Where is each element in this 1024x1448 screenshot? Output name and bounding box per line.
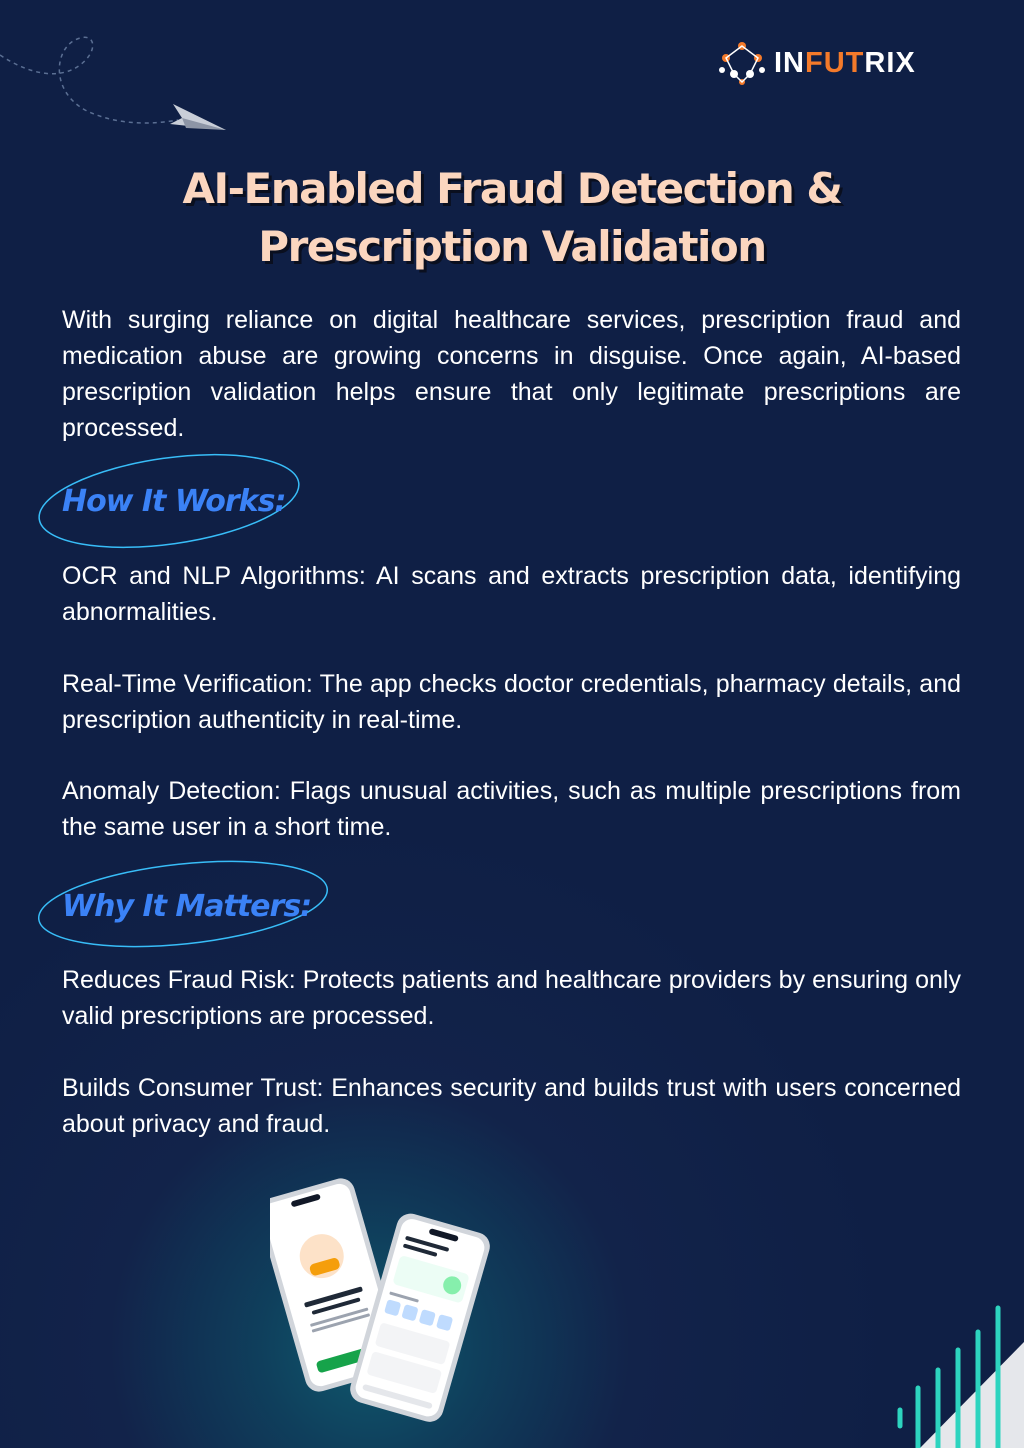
list-item: Builds Consumer Trust: Enhances security and builds trust with users concerned about privacy and fraud. — [62, 1074, 961, 1138]
why-it-matters-heading: Why It Matters: — [62, 889, 312, 924]
bar-graph-icon — [890, 1300, 1024, 1448]
paper-plane-icon — [0, 0, 240, 150]
list-item: Real-Time Verification: The app checks doctor credentials, pharmacy details, and prescription authenticity in real-time. — [62, 670, 961, 734]
page-title: AI-Enabled Fraud Detection & Prescription Validation — [182, 164, 842, 271]
logo-mark-icon — [718, 40, 766, 86]
how-it-works-heading: How It Works: — [62, 484, 286, 519]
list-item: Reduces Fraud Risk: Protects patients and healthcare providers by ensuring only valid prescriptions are processed. — [62, 966, 961, 1030]
list-item: OCR and NLP Algorithms: AI scans and extracts prescription data, identifying abnormalities. — [62, 562, 961, 626]
phone-mockup-icon — [270, 1175, 490, 1435]
brand-name: INFUTRIX — [774, 47, 916, 79]
list-item: Anomaly Detection: Flags unusual activities, such as multiple prescriptions from the same user in a short time. — [62, 777, 961, 841]
intro-paragraph: With surging reliance on digital healthcare services, prescription fraud and medication abuse are growing concerns in disguise. Once again, AI-based prescription validation helps ensure that only legitimate prescriptions are processed. — [62, 306, 961, 442]
brand-logo — [718, 40, 916, 86]
